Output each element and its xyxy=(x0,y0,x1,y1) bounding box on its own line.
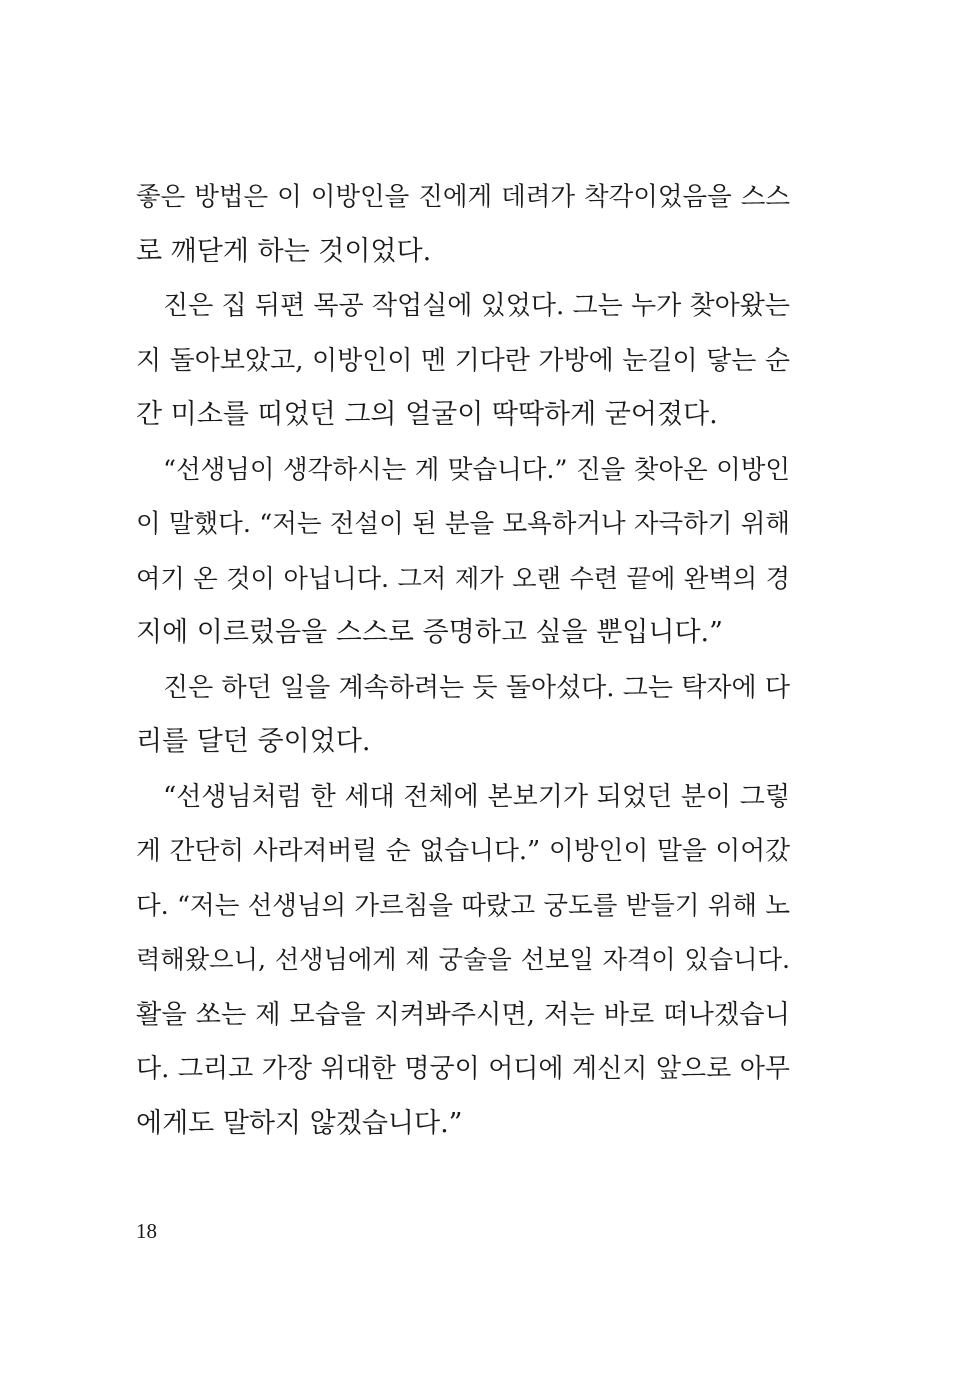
text-line: 다. “저는 선생님의 가르침을 따랐고 궁도를 받들기 위해 노 xyxy=(136,890,790,921)
text-line: 에게도 말하지 않겠습니다.” xyxy=(136,1107,463,1139)
text-line: 활을 쏘는 제 모습을 지켜봐주시면, 저는 바로 떠나겠습니 xyxy=(136,999,790,1030)
text-line: 다. 그리고 가장 위대한 명궁이 어디에 계신지 앞으로 아무 xyxy=(136,1054,790,1084)
text-line: 진은 집 뒤편 목공 작업실에 있었다. 그는 누가 찾아왔는 xyxy=(163,291,790,321)
text-line: 여기 온 것이 아닙니다. 그저 제가 오랜 수련 끝에 완벽의 경 xyxy=(136,563,790,593)
page-number: 18 xyxy=(136,1219,157,1243)
text-line: 간 미소를 띠었던 그의 얼굴이 딱딱하게 굳어졌다. xyxy=(136,399,718,430)
text-line: 좋은 방법은 이 이방인을 진에게 데려가 착각이었음을 스스 xyxy=(136,182,790,212)
text-line: 리를 달던 중이었다. xyxy=(136,726,371,757)
body-text xyxy=(136,170,790,1151)
text-line: 진은 하던 일을 계속하려는 듯 돌아섰다. 그는 탁자에 다 xyxy=(163,672,790,703)
text-line: 이 말했다. “저는 전설이 된 분을 모욕하거나 자극하기 위해 xyxy=(136,509,790,539)
text-line: 지에 이르렀음을 스스로 증명하고 싶을 뿐입니다.” xyxy=(136,617,723,648)
text-line: 지 돌아보았고, 이방인이 멘 기다란 가방에 눈길이 닿는 순 xyxy=(136,345,790,376)
text-line: 로 깨닫게 하는 것이었다. xyxy=(136,235,432,267)
text-line: “선생님처럼 한 세대 전체에 본보기가 되었던 분이 그렇 xyxy=(163,781,790,812)
text-line: “선생님이 생각하시는 게 맞습니다.” 진을 찾아온 이방인 xyxy=(163,454,790,485)
text-line: 력해왔으니, 선생님에게 제 궁술을 선보일 자격이 있습니다. xyxy=(136,945,790,974)
text-line: 게 간단히 사라져버릴 순 없습니다.” 이방인이 말을 이어갔 xyxy=(136,836,790,866)
